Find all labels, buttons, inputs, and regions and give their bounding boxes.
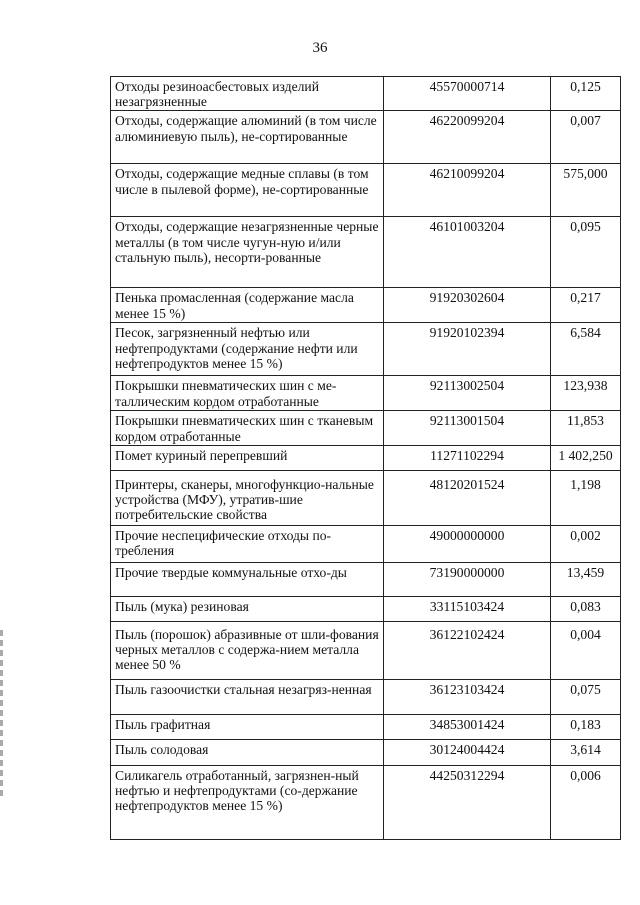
waste-name-cell: Отходы, содержащие медные сплавы (в том числе в пылевой форме), не-сортированные — [111, 164, 384, 217]
waste-name-cell: Помет куриный перепревший — [111, 445, 384, 470]
waste-name-cell: Покрышки пневматических шин с тканевым кордом отработанные — [111, 411, 384, 445]
waste-qty-cell: 0,095 — [551, 217, 621, 288]
waste-code-cell: 34853001424 — [384, 714, 551, 739]
table-row — [111, 77, 621, 111]
waste-code-cell: 73190000000 — [384, 562, 551, 596]
table-row — [111, 323, 621, 376]
table-row — [111, 596, 621, 621]
waste-qty-cell: 0,007 — [551, 111, 621, 164]
waste-qty-cell: 11,853 — [551, 411, 621, 445]
waste-name-cell: Пыль газоочистки стальная незагряз-ненная — [111, 679, 384, 714]
waste-qty-cell: 3,614 — [551, 739, 621, 765]
waste-code-cell: 91920102394 — [384, 323, 551, 376]
waste-code-cell: 91920302604 — [384, 288, 551, 323]
waste-name-cell: Пыль (порошок) абразивные от шли-фования черных металлов с содержа-нием металла менее 50 % — [111, 621, 384, 679]
table-row — [111, 470, 621, 525]
waste-qty-cell: 1,198 — [551, 470, 621, 525]
table-row — [111, 714, 621, 739]
table-row — [111, 562, 621, 596]
waste-name-cell: Покрышки пневматических шин с ме-таллическим кордом отработанные — [111, 376, 384, 411]
table-row — [111, 288, 621, 323]
waste-name-cell: Силикагель отработанный, загрязнен-ный нефтью и нефтепродуктами (со-держание нефтепродуктов менее 15 %) — [111, 765, 384, 839]
waste-code-cell: 33115103424 — [384, 596, 551, 621]
waste-code-cell: 36123103424 — [384, 679, 551, 714]
waste-code-cell: 92113002504 — [384, 376, 551, 411]
waste-name-cell: Пыль графитная — [111, 714, 384, 739]
waste-name-cell: Пенька промасленная (содержание масла менее 15 %) — [111, 288, 384, 323]
waste-name-cell: Отходы резиноасбестовых изделий незагрязненные — [111, 77, 384, 111]
waste-table — [110, 76, 621, 840]
waste-name-cell: Пыль солодовая — [111, 739, 384, 765]
waste-qty-cell: 0,217 — [551, 288, 621, 323]
table-row — [111, 739, 621, 765]
waste-qty-cell: 13,459 — [551, 562, 621, 596]
table-row — [111, 217, 621, 288]
waste-qty-cell: 0,183 — [551, 714, 621, 739]
waste-code-cell: 46220099204 — [384, 111, 551, 164]
waste-name-cell: Отходы, содержащие алюминий (в том числе алюминиевую пыль), не-сортированные — [111, 111, 384, 164]
waste-qty-cell: 0,002 — [551, 525, 621, 562]
waste-name-cell: Принтеры, сканеры, многофункцио-нальные устройства (МФУ), утратив-шие потребительские свойства — [111, 470, 384, 525]
waste-name-cell: Прочие твердые коммунальные отхо-ды — [111, 562, 384, 596]
table-row — [111, 164, 621, 217]
table-row — [111, 621, 621, 679]
waste-qty-cell: 575,000 — [551, 164, 621, 217]
waste-code-cell: 44250312294 — [384, 765, 551, 839]
waste-code-cell: 48120201524 — [384, 470, 551, 525]
waste-code-cell: 36122102424 — [384, 621, 551, 679]
table-row — [111, 765, 621, 839]
waste-name-cell: Пыль (мука) резиновая — [111, 596, 384, 621]
table-row — [111, 111, 621, 164]
table-row — [111, 376, 621, 411]
table-row — [111, 445, 621, 470]
waste-qty-cell: 123,938 — [551, 376, 621, 411]
waste-code-cell: 11271102294 — [384, 445, 551, 470]
page-number: 36 — [312, 40, 328, 56]
waste-qty-cell: 0,004 — [551, 621, 621, 679]
waste-qty-cell: 1 402,250 — [551, 445, 621, 470]
waste-qty-cell: 0,006 — [551, 765, 621, 839]
waste-qty-cell: 0,083 — [551, 596, 621, 621]
waste-code-cell: 30124004424 — [384, 739, 551, 765]
waste-qty-cell: 0,125 — [551, 77, 621, 111]
waste-code-cell: 45570000714 — [384, 77, 551, 111]
waste-code-cell: 46101003204 — [384, 217, 551, 288]
scan-edge-mark — [0, 630, 3, 800]
waste-code-cell: 46210099204 — [384, 164, 551, 217]
waste-name-cell: Отходы, содержащие незагрязненные черные металлы (в том числе чугун-ную и/или стальную пыль), несорти-рованные — [111, 217, 384, 288]
waste-code-cell: 92113001504 — [384, 411, 551, 445]
table-row — [111, 525, 621, 562]
waste-name-cell: Песок, загрязненный нефтью или нефтепродуктами (содержание нефти или нефтепродуктов менее 15 %) — [111, 323, 384, 376]
waste-name-cell: Прочие неспецифические отходы по-требления — [111, 525, 384, 562]
waste-qty-cell: 0,075 — [551, 679, 621, 714]
waste-qty-cell: 6,584 — [551, 323, 621, 376]
waste-code-cell: 49000000000 — [384, 525, 551, 562]
table-row — [111, 679, 621, 714]
table-row — [111, 411, 621, 445]
